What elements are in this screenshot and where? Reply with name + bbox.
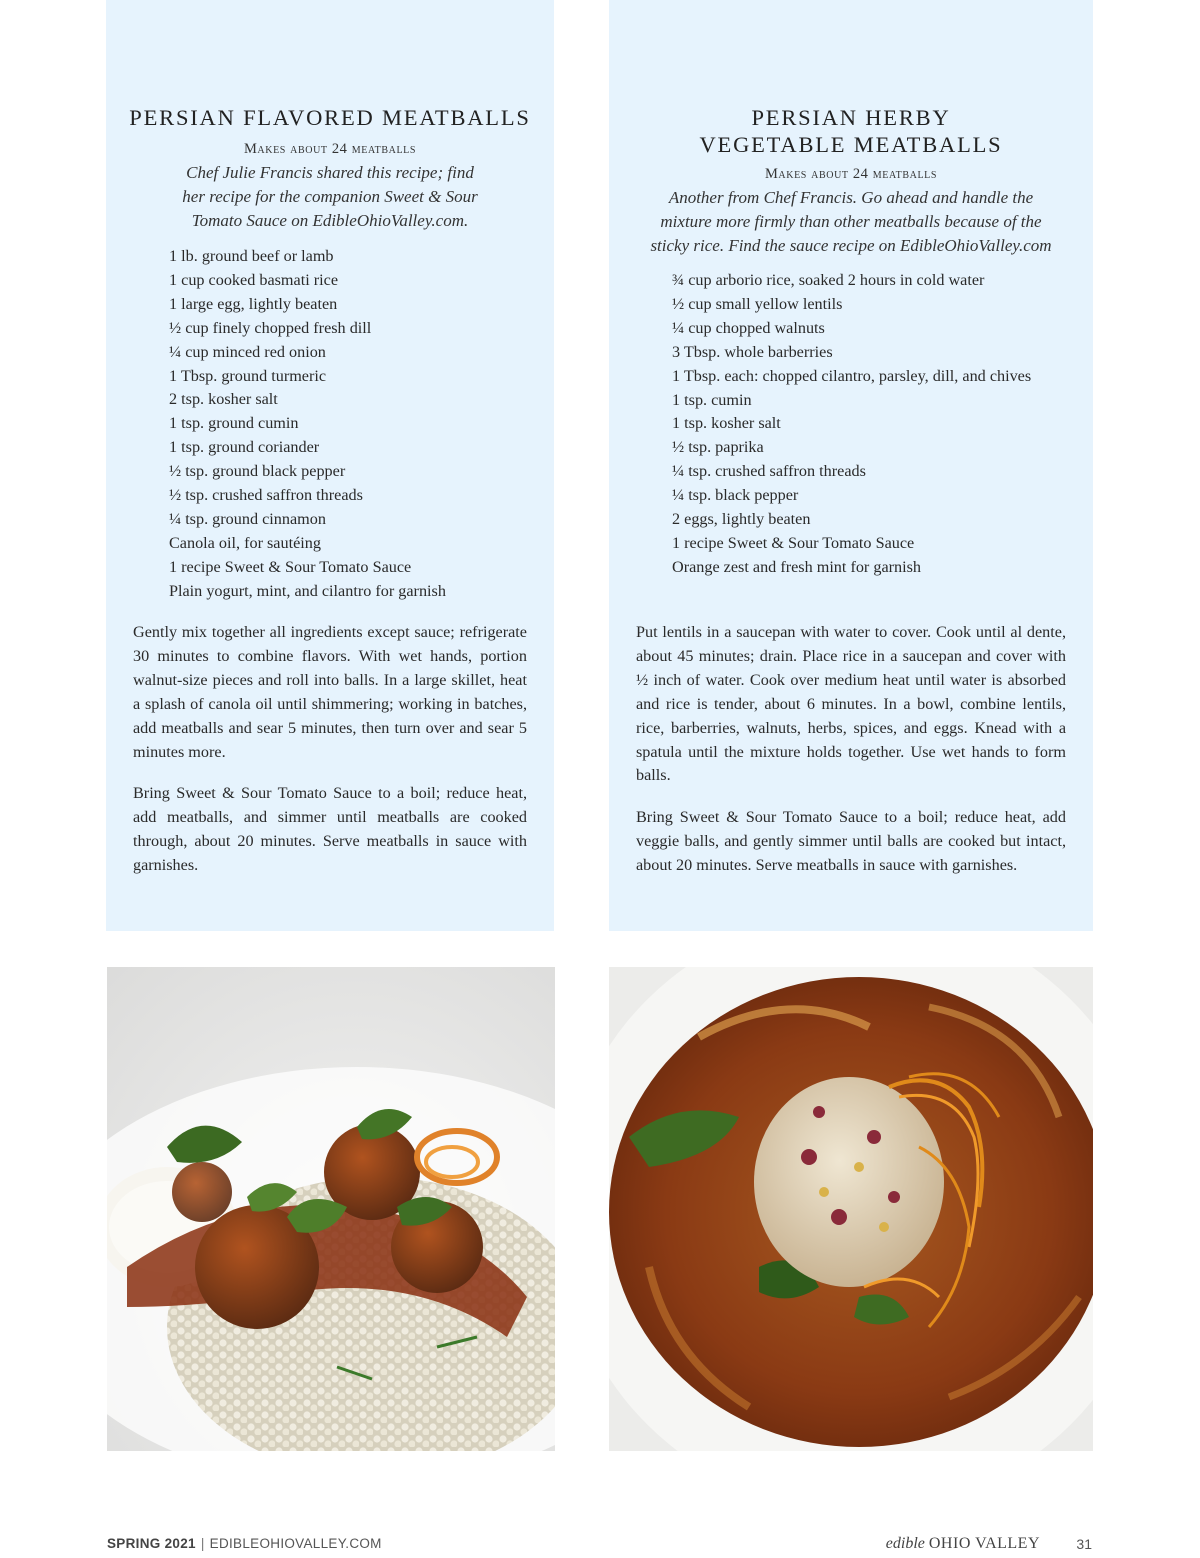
ingredient-item: ¼ cup minced red onion — [169, 342, 326, 361]
recipe-title-line: PERSIAN HERBY — [751, 105, 951, 130]
recipe-intro — [106, 161, 554, 233]
ingredient-item: Orange zest and fresh mint for garnish — [672, 557, 922, 576]
ingredient-item: ½ tsp. ground black pepper — [169, 462, 346, 481]
photo-meatballs-couscous — [107, 967, 555, 1451]
ingredient-item: ½ tsp. paprika — [672, 438, 764, 457]
recipe-intro-line: Another from Chef Francis. Go ahead and handle the — [668, 188, 1034, 207]
ingredient-item: 1 tsp. ground cumin — [169, 414, 299, 433]
recipe-title — [609, 104, 1093, 158]
recipe-title-line: VEGETABLE MEATBALLS — [699, 132, 1003, 157]
directions-paragraph: Bring Sweet & Sour Tomato Sauce to a boil; reduce heat, add meatballs, and simmer until meatballs are cooked through, about 20 minutes. Serve meatballs in sauce with garnishes. — [133, 784, 527, 874]
ingredient-item: 1 Tbsp. each: chopped cilantro, parsley, dill, and chives — [672, 366, 1032, 385]
site-url: EDIBLEOHIOVALLEY.COM — [209, 1536, 382, 1551]
directions-paragraph: Put lentils in a saucepan with water to cover. Cook until al dente, about 45 minutes; drain. Place rice in a saucepan and cover with ½ inch of water. Cook over medium heat until water is absorbed and rice is tender, about 6 minutes. In a bowl, combine lentils, rice, barberries, walnuts, herbs, spices, and eggs. Knead with a spatula until the mixture holds together. Use wet hands to form balls. — [636, 623, 1066, 785]
footer-issue-site — [107, 1536, 382, 1552]
ingredient-item: 1 recipe Sweet & Sour Tomato Sauce — [169, 557, 412, 576]
directions-paragraph: Gently mix together all ingredients except sauce; refrigerate 30 minutes to combine flavors. With wet hands, portion walnut-size pieces and roll into balls. In a large skillet, heat a splash of canola oil until shimmering; working in batches, add meatballs and sear 5 minutes, then turn over and sear 5 minutes more. — [133, 623, 527, 761]
ingredient-item: ¼ tsp. ground cinnamon — [169, 509, 326, 528]
ingredient-item: 3 Tbsp. whole barberries — [672, 342, 833, 361]
directions-paragraph: Bring Sweet & Sour Tomato Sauce to a boil; reduce heat, add veggie balls, and gently simmer until balls are cooked but intact, about 20 minutes. Serve meatballs in sauce with garnishes. — [636, 808, 1066, 874]
recipe-intro-line: sticky rice. Find the sauce recipe on EdibleOhioValley.com — [650, 236, 1052, 255]
recipe-title: PERSIAN FLAVORED MEATBALLS — [129, 105, 531, 130]
ingredient-item: 2 eggs, lightly beaten — [672, 510, 811, 529]
ingredient-item: ¼ tsp. crushed saffron threads — [672, 462, 866, 481]
ingredient-item: ¼ tsp. black pepper — [672, 486, 799, 505]
footer-separator: | — [200, 1536, 205, 1551]
ingredient-item: ½ cup finely chopped fresh dill — [169, 318, 372, 337]
magazine-name — [886, 1536, 1040, 1552]
magazine-brand: edible — [885, 1535, 925, 1552]
recipe-yield: Makes about 24 meatballs — [243, 141, 417, 157]
vegetable-meatball-illustration — [609, 967, 1093, 1451]
ingredient-item: 1 tsp. kosher salt — [672, 414, 781, 433]
ingredient-item: 1 recipe Sweet & Sour Tomato Sauce — [672, 533, 915, 552]
ingredient-item: ½ cup small yellow lentils — [672, 294, 843, 313]
ingredient-item: Canola oil, for sautéing — [169, 533, 321, 552]
meatballs-couscous-illustration — [107, 967, 555, 1451]
recipe-panel-persian-herby-vegetable-meatballs — [609, 0, 1093, 931]
ingredient-item: 1 tsp. ground coriander — [169, 438, 320, 457]
recipe-intro-line: mixture more firmly than other meatballs because of the — [660, 212, 1042, 231]
ingredient-item: 2 tsp. kosher salt — [169, 390, 278, 409]
ingredient-list — [169, 245, 549, 604]
recipe-yield: Makes about 24 meatballs — [764, 166, 938, 182]
ingredient-item: ½ tsp. crushed saffron threads — [169, 486, 363, 505]
recipe-intro-line: her recipe for the companion Sweet & Sour — [182, 187, 478, 206]
magazine-region: OHIO VALLEY — [928, 1535, 1040, 1552]
recipe-panel-persian-flavored-meatballs — [106, 0, 554, 931]
ingredient-list — [672, 269, 1032, 580]
page-number: 31 — [1076, 1536, 1092, 1552]
recipe-intro-line: Chef Julie Francis shared this recipe; find — [186, 163, 474, 182]
recipe-intro-line: Tomato Sauce on EdibleOhioValley.com. — [191, 211, 469, 230]
recipe-intro — [609, 186, 1093, 258]
ingredient-item: 1 large egg, lightly beaten — [169, 294, 338, 313]
issue-label: SPRING 2021 — [107, 1536, 196, 1551]
ingredient-item: 1 Tbsp. ground turmeric — [169, 366, 327, 385]
ingredient-item: 1 lb. ground beef or lamb — [169, 247, 334, 265]
ingredient-item: 1 cup cooked basmati rice — [169, 270, 339, 289]
ingredient-item: ¾ cup arborio rice, soaked 2 hours in cold water — [672, 271, 985, 289]
ingredient-item: ¼ cup chopped walnuts — [672, 318, 825, 337]
ingredient-item: Plain yogurt, mint, and cilantro for garnish — [169, 581, 446, 600]
ingredient-item: 1 tsp. cumin — [672, 390, 752, 409]
photo-vegetable-meatball-sauce — [609, 967, 1093, 1451]
